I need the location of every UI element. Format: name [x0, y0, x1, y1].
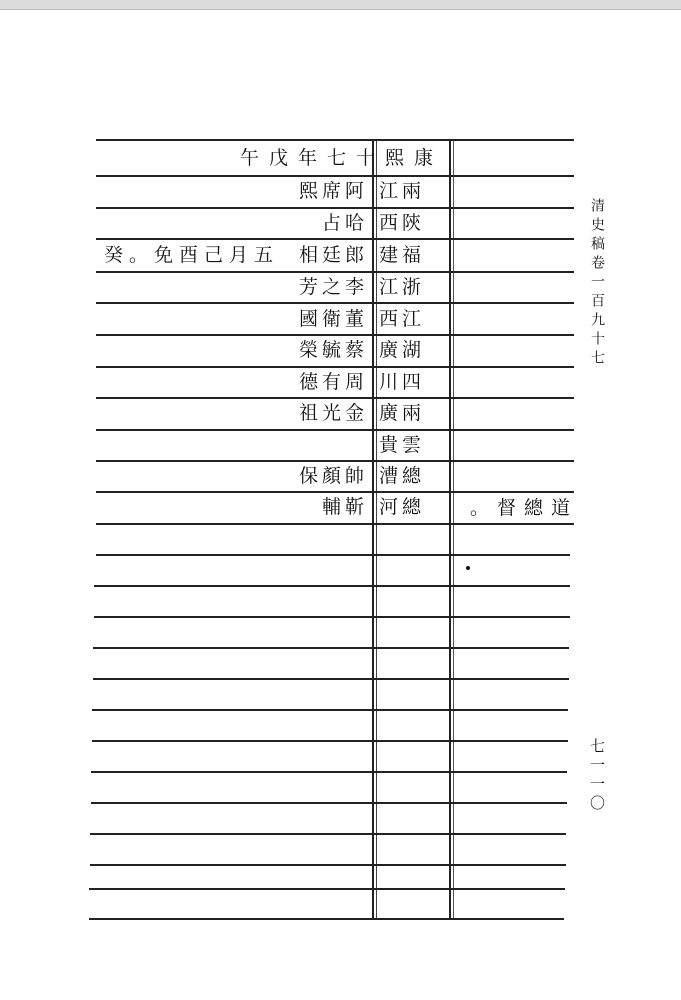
name-cell: 祖光金	[298, 402, 368, 424]
office-cell: 貴雲	[379, 434, 426, 456]
row-line	[91, 802, 567, 804]
row-line	[92, 709, 568, 711]
row-line	[90, 864, 566, 866]
viewer-top-bar	[0, 0, 681, 10]
row-line	[93, 678, 569, 680]
row-line	[94, 616, 570, 618]
name-cell: 相廷郎	[298, 244, 368, 266]
office-cell: 江兩	[379, 180, 426, 202]
office-cell: 西江	[379, 308, 426, 330]
name-cell: 國衛董	[298, 308, 368, 330]
name-cell: 榮毓蔡	[298, 339, 368, 361]
row-line	[92, 740, 568, 742]
name-cell: 輔靳	[321, 496, 368, 518]
row-line	[93, 647, 569, 649]
office-cell: 河總	[379, 496, 426, 518]
note-cell: 癸。免酉己月五	[104, 244, 280, 266]
row-line	[94, 585, 570, 587]
table-bottom-rule	[89, 918, 564, 920]
row-line	[96, 523, 574, 525]
name-cell: 熙席阿	[298, 180, 368, 202]
row-line	[89, 888, 565, 890]
name-cell: 德有周	[298, 371, 368, 393]
office-cell: 川四	[379, 371, 426, 393]
right-column-heading: 。督總道	[470, 497, 579, 519]
header-year-title: 午戊年七十熙康	[240, 147, 444, 169]
side-title: 清史稿卷一百九十七	[589, 198, 605, 369]
office-cell: 廣兩	[379, 402, 426, 424]
office-cell: 建福	[379, 244, 426, 266]
office-cell: 西陝	[379, 212, 426, 234]
office-cell: 漕總	[379, 465, 426, 487]
ink-dot	[466, 566, 470, 570]
row-line	[90, 833, 566, 835]
document-page	[0, 10, 681, 1000]
table-top-rule	[96, 139, 574, 141]
office-cell: 江浙	[379, 276, 426, 298]
name-cell: 占哈	[321, 212, 368, 234]
name-cell: 芳之李	[298, 276, 368, 298]
row-line	[91, 771, 567, 773]
name-cell: 保顏帥	[298, 465, 368, 487]
office-cell: 廣湖	[379, 339, 426, 361]
page-number: 七一一〇	[588, 738, 606, 814]
row-line	[96, 554, 570, 556]
